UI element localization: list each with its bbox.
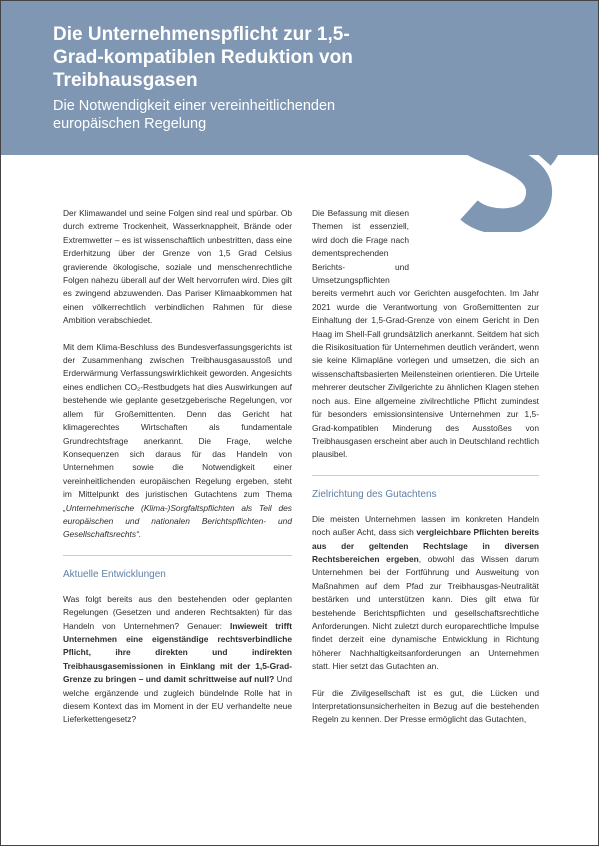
section-divider: [312, 475, 539, 476]
intro-paragraph: Der Klimawandel und seine Folgen sind real und spürbar. Ob durch extreme Trockenheit, Wasserknappheit, Brände oder Extremwetter – es ist wissenschaftlich unbestritten, dass eine Erderhitzung über der Grenze von 1,5 Grad Celsius gravierende ökologische, soziale und menschenrechtliche Folgen nahezu überall auf der Welt hervorrufen wird. Dies gilt es zwingend abzuwenden. Das Pariser Klimaabkommen hat einen völkerrechtlich verbindlichen Rahmen für diese Ambition verabschiedet.: [63, 208, 292, 326]
left-column: [63, 207, 292, 740]
developments-text-b: Und welche ergänzende und zugleich bündelnde Rolle hat in diesem Kontext das im Moment in der EU verhandelte neue Lieferkettengesetz?: [63, 674, 292, 725]
aim-emphasis: vergleichbare Pflichten bereits aus der geltenden Rechtslage in diversen Rechtsbereichen ergeben: [312, 527, 539, 564]
text-wrap-space: [409, 207, 539, 287]
paragraph-symbol-icon: [421, 27, 581, 232]
right-column: [312, 207, 539, 740]
section-title-developments: Aktuelle Entwicklungen: [63, 568, 166, 580]
report-title: „Unternehmerische (Klima-)Sorgfaltspflichten als Teil des europäischen und nationalen Berichtspflichten- und Gesellschaftsrechts“.: [63, 502, 292, 540]
section-divider: [63, 555, 292, 556]
developments-emphasis: Inwieweit trifft Unternehmen eine eigenständige rechtsverbindliche Pflicht, ihre direkten und indirekten Treibhausgasemissionen in Einklang mit der 1,5-Grad-Grenze zu bringen – und damit schrittweise auf null?: [63, 620, 292, 685]
developments-paragraph: [63, 593, 292, 727]
civil-society-paragraph: Für die Zivilgesellschaft ist es gut, die Lücken und Interpretationsunsicherheiten in Bezug auf die bestehenden Regeln zu kennen. Der Presse ermöglicht das Gutachten,: [312, 687, 539, 725]
context-paragraph: [63, 341, 292, 542]
section-title-aim: Zielrichtung des Gutachtens: [312, 488, 437, 500]
context-text: Mit dem Klima-Beschluss des Bundesverfassungsgerichts ist der Zusammenhang zwischen Treibhausgasausstoß und Erderwärmung Verfassungswirklichkeit geworden. Angesichts eines endlichen CO₂-Restbudgets hat dies Auswirkungen auf bestehende wie geplante gesetzgeberische Regelungen, vor allem für Großemittenten. Denn das Gericht hat klimagerechtes Wirtschaften als fundamentale Grundrechtsfrage anerkannt. Die Frage, welche Konsequenzen sich daraus für das Handeln von Unternehmen sowie die Notwendigkeit einer vereinheitlichenden europäischen Regelung ergeben, steht im Mittelpunkt des juristischen Gutachtens zum Thema: [63, 341, 292, 500]
aim-text-b: , obwohl das Wissen darum Unternehmen bei der Fortführung und Ausweitung von Maßnahmen auf dem Pfad zur Treibhausgas-Neutralität bestärken und unterstützen kann. Dies gilt etwa für bestehende Berichtspflichten und gesellschaftsrechtliche Anforderungen. Nicht zuletzt durch europarechtliche Impulse findet derzeit eine dynamische Entwicklung in Richtung höherer Nachhaltigkeitsanforderungen an Unternehmen statt. Hier setzt das Gutachten an.: [312, 553, 539, 672]
developments-text-a: Was folgt bereits aus den bestehenden oder geplanten Regelungen (Gesetzen und anderen Rechtsakten) für das Handeln von Unternehmen? Genauer:: [63, 593, 292, 631]
page-title: Die Unternehmenspflicht zur 1,5-Grad-kompatiblen Reduktion von Treibhausgasen: [53, 24, 353, 91]
aim-text-a: Die meisten Unternehmen lassen im konkreten Handeln noch außer Acht, dass sich: [312, 513, 539, 538]
relevance-paragraph: Die Befassung mit diesen Themen ist essenziell, wird doch die Frage nach dementsprechenden Berichts- und Umsetzungspflichten bereits vermehrt auch vor Gerichten ausgefochten. Im Jahr 2021 wurde die Verantwortung von Großemittenten zur Einhaltung der 1,5-Grad-Grenze von einem Gericht in Den Haag im Shell-Fall grundsätzlich anerkannt. Seitdem hat sich die Risikosituation für Unternehmen deutlich verändert, wenn sie keine Klimapläne vorlegen und umsetzen, die sich an wissenschaftsbasierten Meilensteinen orientieren. Die Urteile mehrerer deutscher Zivilgerichte zu ähnlichen Klagen stehen noch aus. Eine allgemeine zivilrechtliche Pflicht zumindest für besonders emissionsintensive Unternehmen zur 1,5-Grad-kompatiblen Minderung des Ausstoßes von Treibhausgasen erscheint aber auch in Deutschland rechtlich plausibel.: [312, 208, 539, 460]
page-subtitle: Die Notwendigkeit einer vereinheitlichenden europäischen Regelung: [53, 98, 336, 132]
aim-paragraph: [312, 513, 539, 674]
